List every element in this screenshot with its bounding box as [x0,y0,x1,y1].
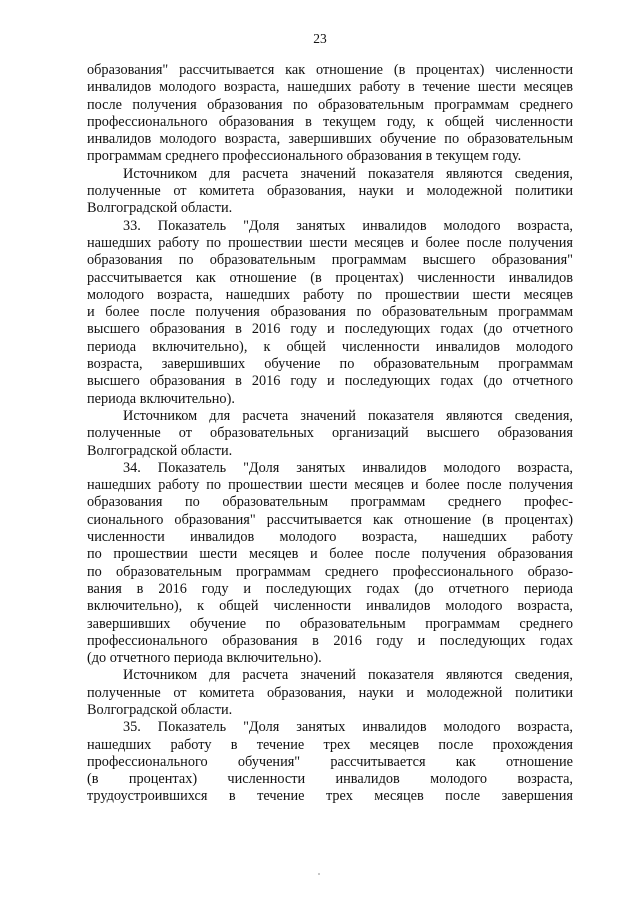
text-line: периода включительно), к общей численности инвалидов молодого [87,338,573,355]
text-line: Источником для расчета значений показателя являются сведения, [123,667,573,684]
text-line: Волгоградской области. [87,701,233,718]
text-line: профессионального образования в 2016 году и последующих годах [87,632,573,649]
text-line: высшего образования в 2016 году и последующих годах (до отчетного [87,321,573,338]
text-line: возраста, завершивших обучение по образовательным программам [87,356,573,373]
text-line: по образовательным программам среднего профессионального образо- [87,563,573,580]
text-line: после получения образования по образовательным программам среднего [87,96,573,113]
text-line: образования по образовательным программам высшего образования" [87,252,573,269]
text-line: численности инвалидов молодого возраста, нашедших работу [87,529,573,546]
text-line: трудоустроившихся в течение трех месяцев после завершения [87,788,573,805]
text-line: завершивших обучение по образовательным программам среднего [87,615,573,632]
text-line: образования по образовательным программам среднего профес- [87,494,573,511]
text-line: инвалидов молодого возраста, нашедших работу в течение шести месяцев [87,79,573,96]
text-line: (в процентах) численности инвалидов молодого возраста, [87,771,573,788]
text-line: нашедших работу по прошествии шести месяцев и более после получения [87,477,573,494]
text-line: молодого возраста, нашедших работу по прошествии шести месяцев [87,286,573,303]
text-line: рассчитывается как отношение (в процентах) численности инвалидов [87,269,573,286]
text-line: Волгоградской области. [87,442,233,459]
text-line: инвалидов молодого возраста, завершивших обучение по образовательным [87,131,573,148]
text-line: нашедших работу в течение трех месяцев после прохождения [87,736,573,753]
text-line: Источником для расчета значений показателя являются сведения, [123,407,573,424]
text-line: полученные от комитета образования, науки и молодежной политики [87,183,573,200]
text-line: программам среднего профессионального образования в текущем году. [87,148,522,165]
text-line: Источником для расчета значений показателя являются сведения, [123,165,573,182]
text-line: образования" рассчитывается как отношение (в процентах) численности [87,62,573,78]
text-line: периода включительно). [87,390,235,407]
page-number: 23 [313,31,327,46]
text-line: 34. Показатель "Доля занятых инвалидов молодого возраста, [123,459,573,476]
scan-speck [318,873,320,875]
text-line: профессионального обучения" рассчитывается как отношение [87,753,573,770]
text-line: по прошествии шести месяцев и более после получения образования [87,546,573,563]
body-text [87,62,573,806]
text-line: 35. Показатель "Доля занятых инвалидов молодого возраста, [123,719,573,736]
text-line: Волгоградской области. [87,200,233,217]
text-line: высшего образования в 2016 году и последующих годах (до отчетного [87,373,573,390]
text-line: 33. Показатель "Доля занятых инвалидов молодого возраста, [123,217,573,234]
text-line: и более после получения образования по образовательным программам [87,304,573,321]
text-line: полученные от комитета образования, науки и молодежной политики [87,684,573,701]
text-line: профессионального образования в текущем году, к общей численности [87,113,573,130]
text-line: полученные от образовательных организаций высшего образования [87,425,573,442]
text-line: (до отчетного периода включительно). [87,650,322,667]
text-line: вания в 2016 году и последующих годах (до отчетного периода [87,580,573,597]
text-line: нашедших работу по прошествии шести месяцев и более после получения [87,234,573,251]
text-line: включительно), к общей численности инвалидов молодого возраста, [87,598,573,615]
text-line: сионального образования" рассчитывается как отношение (в процентах) [87,511,573,528]
